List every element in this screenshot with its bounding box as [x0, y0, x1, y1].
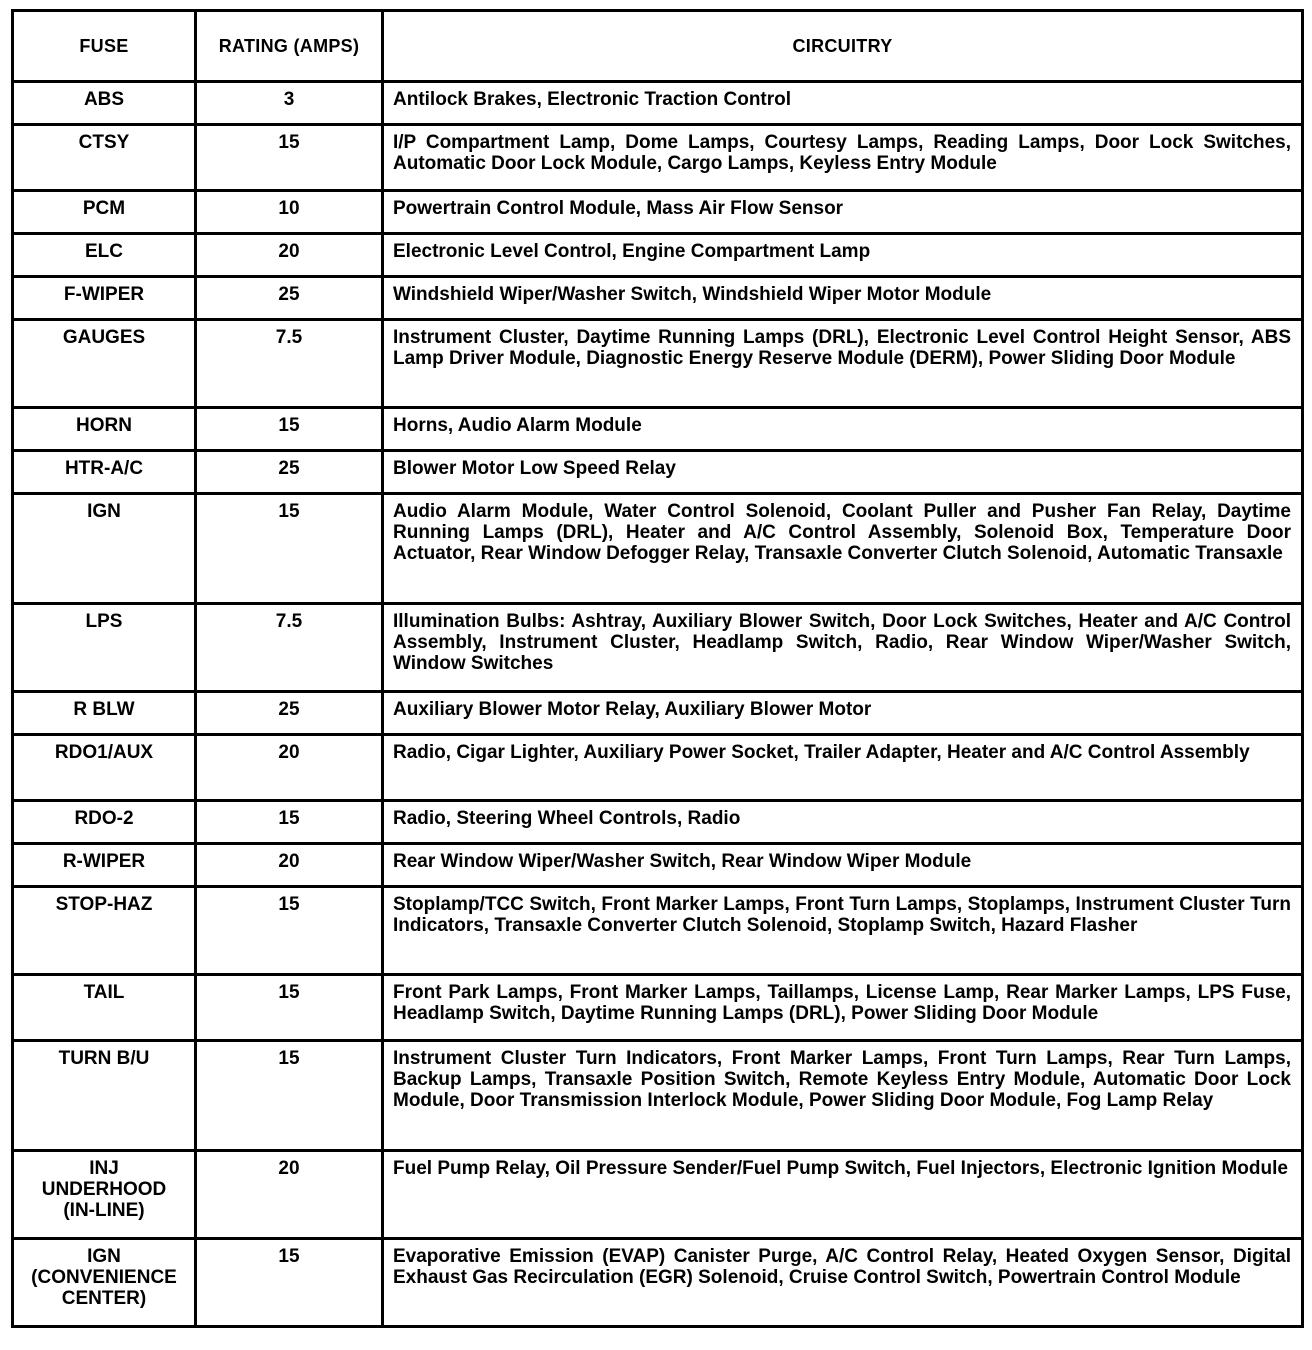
table-row: [13, 1239, 1303, 1327]
rating-cell: 7.5: [196, 320, 383, 408]
fuse-cell: [13, 408, 196, 451]
circuitry-cell: Fuel Pump Relay, Oil Pressure Sender/Fuel Pump Switch, Fuel Injectors, Electronic Ignition Module: [383, 1151, 1303, 1239]
rating-cell: 15: [196, 494, 383, 604]
rating-cell: 15: [196, 125, 383, 191]
table-row: [13, 1151, 1303, 1239]
rating-cell: 7.5: [196, 604, 383, 692]
fuse-cell: [13, 320, 196, 408]
rating-cell: 15: [196, 975, 383, 1041]
fuse-name: ELC: [85, 241, 123, 262]
fuse-cell: [13, 975, 196, 1041]
fuse-name: (CONVENIENCE: [31, 1267, 177, 1288]
rating-cell: 15: [196, 801, 383, 844]
fuse-table: [11, 9, 1304, 1328]
rating-cell: 20: [196, 735, 383, 801]
fuse-name: (IN-LINE): [63, 1200, 145, 1221]
circuitry-cell: Instrument Cluster, Daytime Running Lamps (DRL), Electronic Level Control Height Sensor, ABS Lamp Driver Module, Diagnostic Energy Reserve Module (DERM), Power Sliding Door Module: [383, 320, 1303, 408]
fuse-cell: [13, 234, 196, 277]
circuitry-cell: Stoplamp/TCC Switch, Front Marker Lamps, Front Turn Lamps, Stoplamps, Instrument Cluster Turn Indicators, Transaxle Converter Clutch Solenoid, Stoplamp Switch, Hazard Flasher: [383, 887, 1303, 975]
table-row: [13, 975, 1303, 1041]
table-row: [13, 320, 1303, 408]
rating-cell: 15: [196, 408, 383, 451]
fuse-cell: [13, 494, 196, 604]
fuse-name: HORN: [76, 415, 132, 436]
fuse-cell: [13, 735, 196, 801]
rating-cell: 15: [196, 1239, 383, 1327]
circuitry-cell: Rear Window Wiper/Washer Switch, Rear Window Wiper Module: [383, 844, 1303, 887]
fuse-name: PCM: [82, 198, 126, 219]
table-row: [13, 604, 1303, 692]
fuse-name: F-WIPER: [63, 284, 145, 305]
fuse-cell: [13, 277, 196, 320]
fuse-cell: [13, 1239, 196, 1327]
fuse-cell: [13, 191, 196, 234]
table-header-row: [13, 11, 1303, 82]
table-row: [13, 408, 1303, 451]
fuse-name: R BLW: [73, 699, 135, 720]
fuse-cell: [13, 82, 196, 125]
circuitry-cell: Radio, Cigar Lighter, Auxiliary Power Socket, Trailer Adapter, Heater and A/C Control Assembly: [383, 735, 1303, 801]
fuse-name: RDO1/AUX: [54, 742, 154, 763]
table-body: [13, 82, 1303, 1327]
table-row: [13, 191, 1303, 234]
fuse-cell: [13, 451, 196, 494]
circuitry-cell: Radio, Steering Wheel Controls, Radio: [383, 801, 1303, 844]
rating-cell: 10: [196, 191, 383, 234]
table-row: [13, 82, 1303, 125]
fuse-name: CENTER): [61, 1288, 147, 1309]
rating-cell: 20: [196, 844, 383, 887]
table-row: [13, 494, 1303, 604]
rating-cell: 3: [196, 82, 383, 125]
fuse-cell: [13, 604, 196, 692]
fuse-name: UNDERHOOD: [41, 1179, 167, 1200]
fuse-cell: [13, 125, 196, 191]
header-circuitry: CIRCUITRY: [383, 11, 1303, 82]
rating-cell: 15: [196, 1041, 383, 1151]
circuitry-cell: Electronic Level Control, Engine Compartment Lamp: [383, 234, 1303, 277]
table-row: [13, 735, 1303, 801]
header-fuse: FUSE: [13, 11, 196, 82]
rating-cell: 20: [196, 234, 383, 277]
fuse-cell: [13, 692, 196, 735]
fuse-name: LPS: [85, 611, 123, 632]
rating-cell: 25: [196, 692, 383, 735]
circuitry-cell: Windshield Wiper/Washer Switch, Windshield Wiper Motor Module: [383, 277, 1303, 320]
circuitry-cell: Illumination Bulbs: Ashtray, Auxiliary Blower Switch, Door Lock Switches, Heater and A/C Control Assembly, Instrument Cluster, Headlamp Switch, Radio, Rear Window Wiper/Washer Switch, Window Switches: [383, 604, 1303, 692]
fuse-name: TAIL: [83, 982, 125, 1003]
table-row: [13, 801, 1303, 844]
fuse-cell: [13, 844, 196, 887]
fuse-cell: [13, 801, 196, 844]
circuitry-cell: Audio Alarm Module, Water Control Solenoid, Coolant Puller and Pusher Fan Relay, Daytime Running Lamps (DRL), Heater and A/C Control Assembly, Solenoid Box, Temperature Door Actuator, Rear Window Defogger Relay, Transaxle Converter Clutch Solenoid, Automatic Transaxle: [383, 494, 1303, 604]
circuitry-cell: I/P Compartment Lamp, Dome Lamps, Courtesy Lamps, Reading Lamps, Door Lock Switches, Automatic Door Lock Module, Cargo Lamps, Keyless Entry Module: [383, 125, 1303, 191]
circuitry-cell: Auxiliary Blower Motor Relay, Auxiliary Blower Motor: [383, 692, 1303, 735]
fuse-name: RDO-2: [74, 808, 134, 829]
circuitry-cell: Evaporative Emission (EVAP) Canister Purge, A/C Control Relay, Heated Oxygen Sensor, Digital Exhaust Gas Recirculation (EGR) Solenoid, Cruise Control Switch, Powertrain Control Module: [383, 1239, 1303, 1327]
table-row: [13, 1041, 1303, 1151]
fuse-name: ABS: [83, 89, 125, 110]
table-row: [13, 125, 1303, 191]
fuse-name: HTR-A/C: [64, 458, 144, 479]
table-row: [13, 844, 1303, 887]
fuse-name: IGN: [87, 1246, 121, 1267]
circuitry-cell: Front Park Lamps, Front Marker Lamps, Taillamps, License Lamp, Rear Marker Lamps, LPS Fuse, Headlamp Switch, Daytime Running Lamps (DRL), Power Sliding Door Module: [383, 975, 1303, 1041]
fuse-cell: [13, 1041, 196, 1151]
circuitry-cell: Powertrain Control Module, Mass Air Flow Sensor: [383, 191, 1303, 234]
table-row: [13, 692, 1303, 735]
circuitry-cell: Blower Motor Low Speed Relay: [383, 451, 1303, 494]
rating-cell: 15: [196, 887, 383, 975]
fuse-name: IGN: [87, 501, 121, 522]
circuitry-cell: Instrument Cluster Turn Indicators, Front Marker Lamps, Front Turn Lamps, Rear Turn Lamps, Backup Lamps, Transaxle Position Switch, Remote Keyless Entry Module, Automatic Door Lock Module, Door Transmission Interlock Module, Power Sliding Door Module, Fog Lamp Relay: [383, 1041, 1303, 1151]
table-row: [13, 887, 1303, 975]
fuse-name: TURN B/U: [58, 1048, 150, 1069]
circuitry-cell: Antilock Brakes, Electronic Traction Control: [383, 82, 1303, 125]
fuse-name: CTSY: [78, 132, 130, 153]
fuse-name: R-WIPER: [62, 851, 146, 872]
header-rating: RATING (AMPS): [196, 11, 383, 82]
circuitry-cell: Horns, Audio Alarm Module: [383, 408, 1303, 451]
table-row: [13, 451, 1303, 494]
fuse-name: STOP-HAZ: [55, 894, 153, 915]
rating-cell: 25: [196, 277, 383, 320]
fuse-name: INJ: [89, 1158, 119, 1179]
table-row: [13, 234, 1303, 277]
fuse-name: GAUGES: [62, 327, 146, 348]
fuse-cell: [13, 1151, 196, 1239]
table-row: [13, 277, 1303, 320]
rating-cell: 25: [196, 451, 383, 494]
rating-cell: 20: [196, 1151, 383, 1239]
fuse-cell: [13, 887, 196, 975]
fuse-table-container: [11, 9, 1301, 1328]
